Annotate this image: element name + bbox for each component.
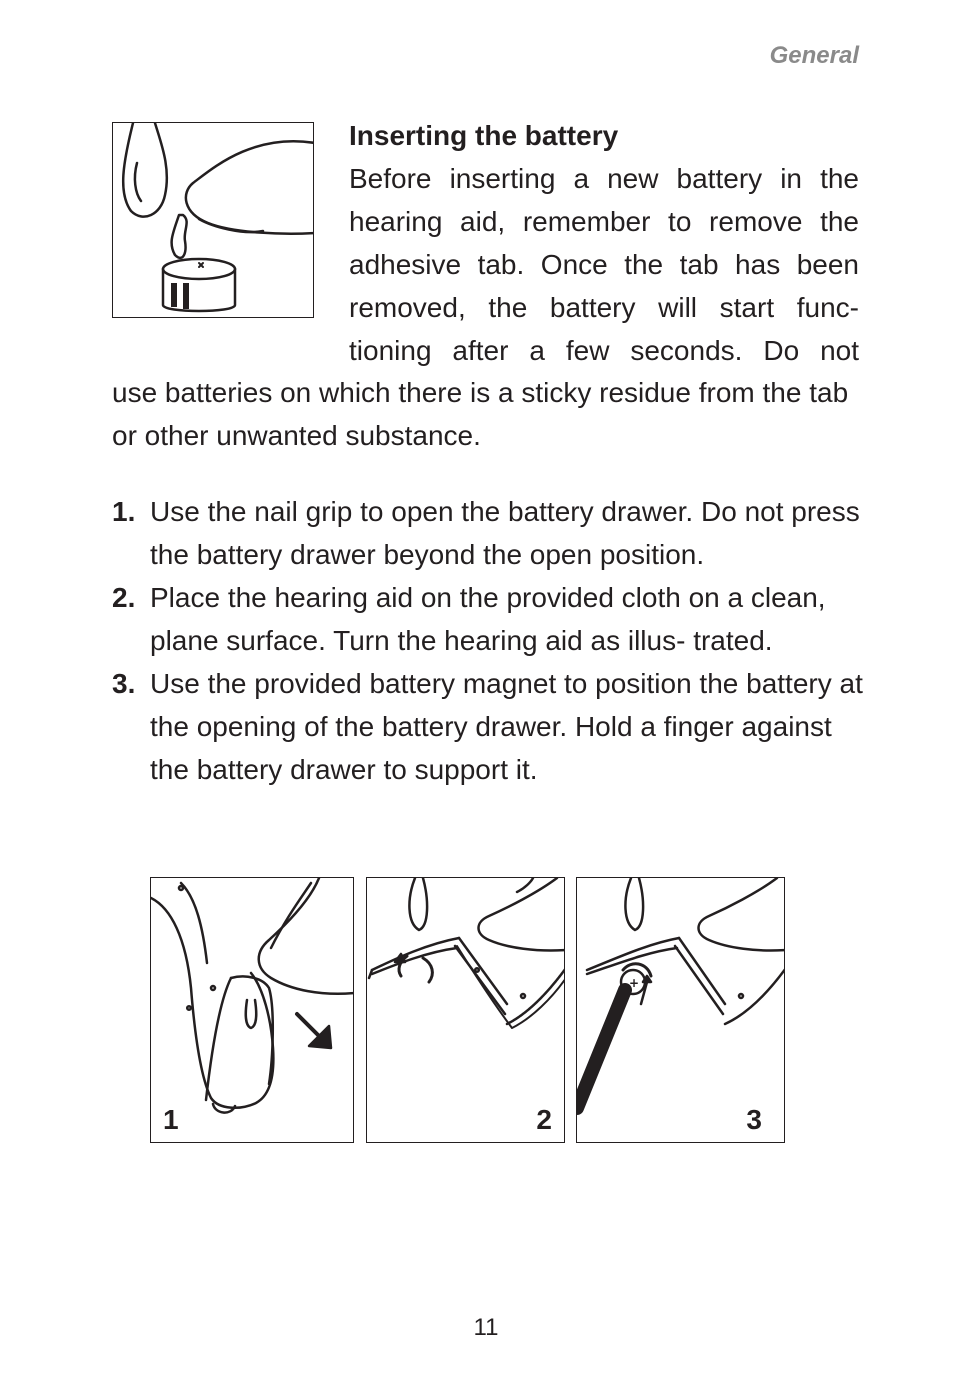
instruction-steps xyxy=(112,490,872,791)
step-text: Place the hearing aid on the provided cloth on a clean, plane surface. Turn the hearing aid as illus- trated. xyxy=(150,582,826,656)
battery-tab-removal-illustration xyxy=(112,122,314,318)
svg-text:+: + xyxy=(629,976,640,990)
panel-label: 2 xyxy=(536,1104,552,1135)
step-number: 2. xyxy=(112,582,136,613)
page-number: 11 xyxy=(473,1314,499,1341)
running-head: General xyxy=(769,42,859,69)
intro-paragraph-wrapped: Before inserting a new battery in the hearing aid, remember to remove the adhesive tab. Once the tab has been removed, the battery will start func- tioning after a few seconds. Do not xyxy=(349,163,859,366)
step-number: 3. xyxy=(112,668,136,699)
step-illustrations xyxy=(150,877,790,1143)
step-item xyxy=(112,662,872,791)
panel-label: 1 xyxy=(163,1104,179,1135)
section-title: Inserting the battery xyxy=(349,120,619,151)
step-text: Use the nail grip to open the battery drawer. Do not press the battery drawer beyond the open position. xyxy=(150,496,860,570)
step-text: Use the provided battery magnet to position the battery at the opening of the battery drawer. Hold a finger against the battery drawer to support it. xyxy=(150,668,863,785)
battery-magnet-illustration xyxy=(576,877,785,1143)
panel-label: 3 xyxy=(746,1104,762,1135)
step-number: 1. xyxy=(112,496,136,527)
turn-hearing-aid-illustration xyxy=(366,877,565,1143)
intro-paragraph-continued: use batteries on which there is a sticky residue from the tab or other unwanted substance. xyxy=(112,377,849,451)
open-battery-drawer-illustration xyxy=(150,877,354,1143)
step-item xyxy=(112,490,872,576)
step-item xyxy=(112,576,872,662)
